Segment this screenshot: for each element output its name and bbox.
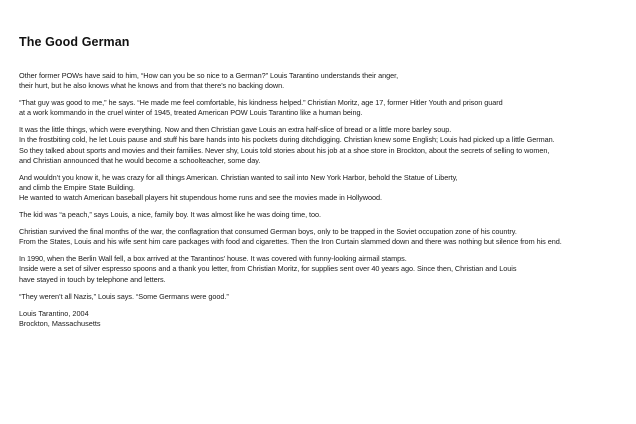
paragraph xyxy=(19,292,631,302)
text-line: In the frostbiting cold, he let Louis pause and stuff his bare hands into his pockets during ditchdigging. Christian knew some English; Louis had picked up a little German. xyxy=(19,135,555,145)
text-line: at a work kommando in the cruel winter of 1945, treated American POW Louis Tarantino like a human being. xyxy=(19,108,363,118)
document-page xyxy=(19,35,631,329)
document-title: The Good German xyxy=(19,35,130,49)
paragraph xyxy=(19,210,631,220)
text-line: and Christian announced that he would become a schoolteacher, some day. xyxy=(19,156,261,166)
text-line: The kid was “a peach,” says Louis, a nice, family boy. It was almost like he was doing time, too. xyxy=(19,210,322,220)
text-line: have stayed in touch by telephone and letters. xyxy=(19,274,166,284)
text-line: “That guy was good to me,” he says. “He made me feel comfortable, his kindness helped.” Christian Moritz, age 17, former Hitler Youth and prison guard xyxy=(19,98,503,108)
text-line: From the States, Louis and his wife sent him care packages with food and cigarettes. Then the Iron Curtain slammed down and there was nothing but silence from his end. xyxy=(19,237,562,247)
text-line: Christian survived the final months of the war, the conflagration that consumed German boys, only to be trapped in the Soviet occupation zone of his country. xyxy=(19,227,517,237)
text-line: their hurt, but he also knows what he knows and from that there’s no backing down. xyxy=(19,81,285,91)
text-line: It was the little things, which were everything. Now and then Christian gave Louis an extra half-slice of bread or a little more barley soup. xyxy=(19,125,452,135)
text-line: And wouldn’t you know it, he was crazy for all things American. Christian wanted to sail into New York Harbor, behold the Statue of Liberty, xyxy=(19,172,458,182)
text-line: Other former POWs have said to him, “How can you be so nice to a German?” Louis Tarantino understands their anger, xyxy=(19,71,399,80)
signature-block xyxy=(19,309,631,330)
text-line: In 1990, when the Berlin Wall fell, a box arrived at the Tarantinos’ house. It was covered with funny-looking airmail stamps. xyxy=(19,254,407,264)
text-line: So they talked about sports and movies and their families. Never shy, Louis told stories about his job at a shoe store in Brockton, about the secrets of selling to women, xyxy=(19,145,550,155)
paragraph xyxy=(19,254,631,285)
signature-place: Brockton, Massachusetts xyxy=(19,319,101,329)
text-line: and climb the Empire State Building. xyxy=(19,183,135,193)
text-line: He wanted to watch American baseball players hit stupendous home runs and see the movies made in Hollywood. xyxy=(19,193,382,203)
paragraph xyxy=(19,125,631,166)
paragraph xyxy=(19,98,631,119)
paragraph xyxy=(19,71,631,92)
paragraph xyxy=(19,173,631,204)
paragraph xyxy=(19,227,631,248)
text-line: Inside were a set of silver espresso spoons and a thank you letter, from Christian Moritz, for supplies sent over 40 years ago. Since then, Christian and Louis xyxy=(19,264,517,274)
signature-name: Louis Tarantino, 2004 xyxy=(19,308,89,318)
text-line: “They weren’t all Nazis,” Louis says. “Some Germans were good.” xyxy=(19,291,229,301)
